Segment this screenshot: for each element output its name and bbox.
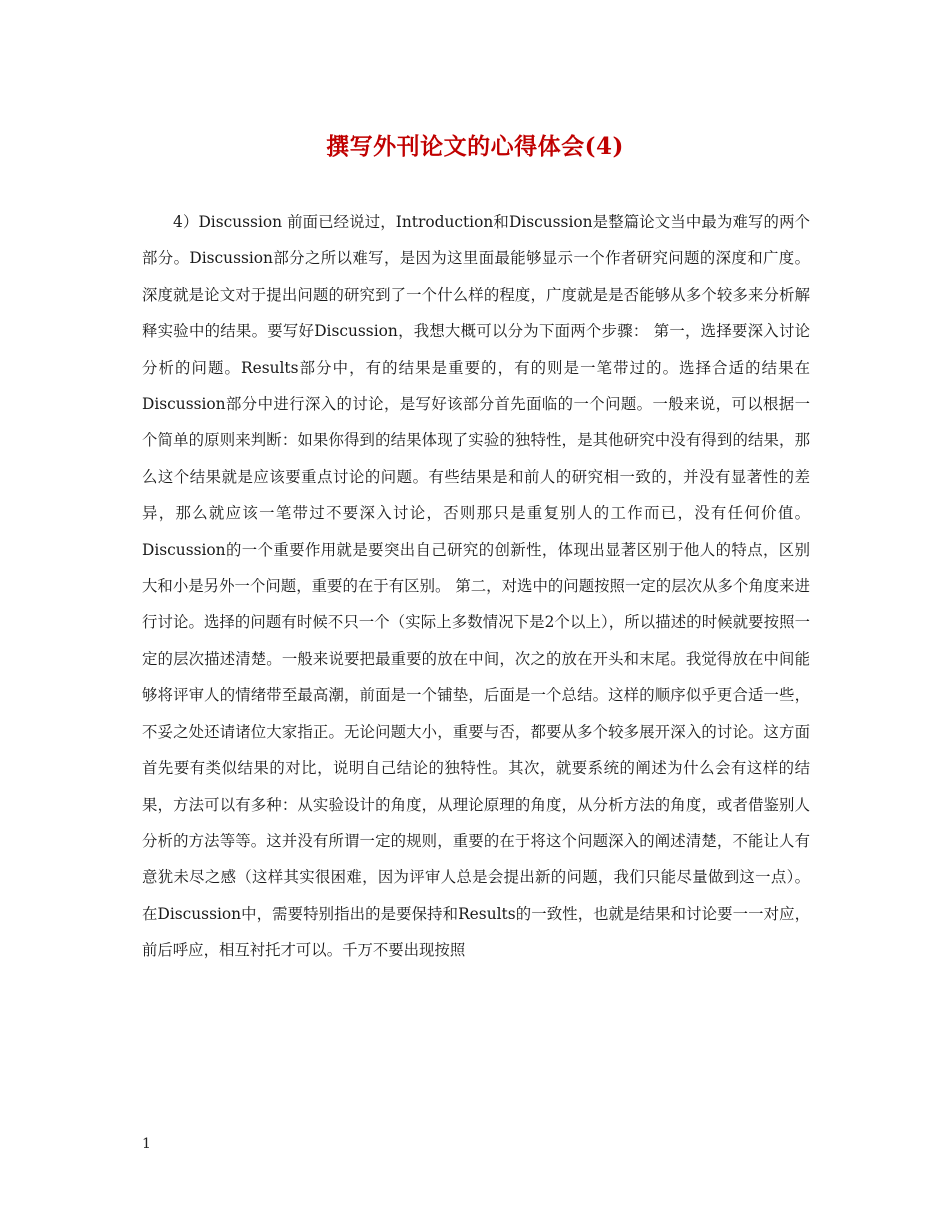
document-title: 撰写外刊论文的心得体会(4) xyxy=(326,133,624,160)
page-number: 1 xyxy=(142,1136,151,1152)
body-paragraph: 4）Discussion 前面已经说过，Introduction和Discussion是整篇论文当中最为难写的两个部分。Discussion部分之所以难写，是因为这里面最能够显示一个作者研究问题的深度和广度。深度就是论文对于提出问题的研究到了一个什么样的程度，广度就是是否能够从多个较多来分析解释实验中的结果。要写好Discussion，我想大概可以分为下面两个步骤： 第一，选择要深入讨论分析的问题。Results部分中，有的结果是重要的，有的则是一笔带过的。选择合适的结果在Discussion部分中进行深入的讨论，是写好该部分首先面临的一个问题。一般来说，可以根据一个简单的原则来判断：如果你得到的结果体现了实验的独特性，是其他研究中没有得到的结果，那么这个结果就是应该要重点讨论的问题。有些结果是和前人的研究相一致的，并没有显著性的差异，那么就应该一笔带过不要深入讨论，否则那只是重复别人的工作而已，没有任何价值。Discussion的一个重要作用就是要突出自己研究的创新性，体现出显著区别于他人的特点，区别大和小是另外一个问题，重要的在于有区别。 第二，对选中的问题按照一定的层次从多个角度来进行讨论。选择的问题有时候不只一个（实际上多数情况下是2个以上），所以描述的时候就要按照一定的层次描述清楚。一般来说要把最重要的放在中间，次之的放在开头和末尾。我觉得放在中间能够将评审人的情绪带至最高潮，前面是一个铺垫，后面是一个总结。这样的顺序似乎更合适一些，不妥之处还请诸位大家指正。无论问题大小，重要与否，都要从多个较多展开深入的讨论。这方面首先要有类似结果的对比，说明自己结论的独特性。其次，就要系统的阐述为什么会有这样的结果，方法可以有多种：从实验设计的角度，从理论原理的角度，从分析方法的角度，或者借鉴别人分析的方法等等。这并没有所谓一定的规则，重要的在于将这个问题深入的阐述清楚，不能让人有意犹未尽之感（这样其实很困难，因为评审人总是会提出新的问题，我们只能尽量做到这一点）。 在Discussion中，需要特别指出的是要保持和Results的一致性，也就是结果和讨论要一一对应，前后呼应，相互衬托才可以。千万不要出现按照 xyxy=(142,213,810,960)
